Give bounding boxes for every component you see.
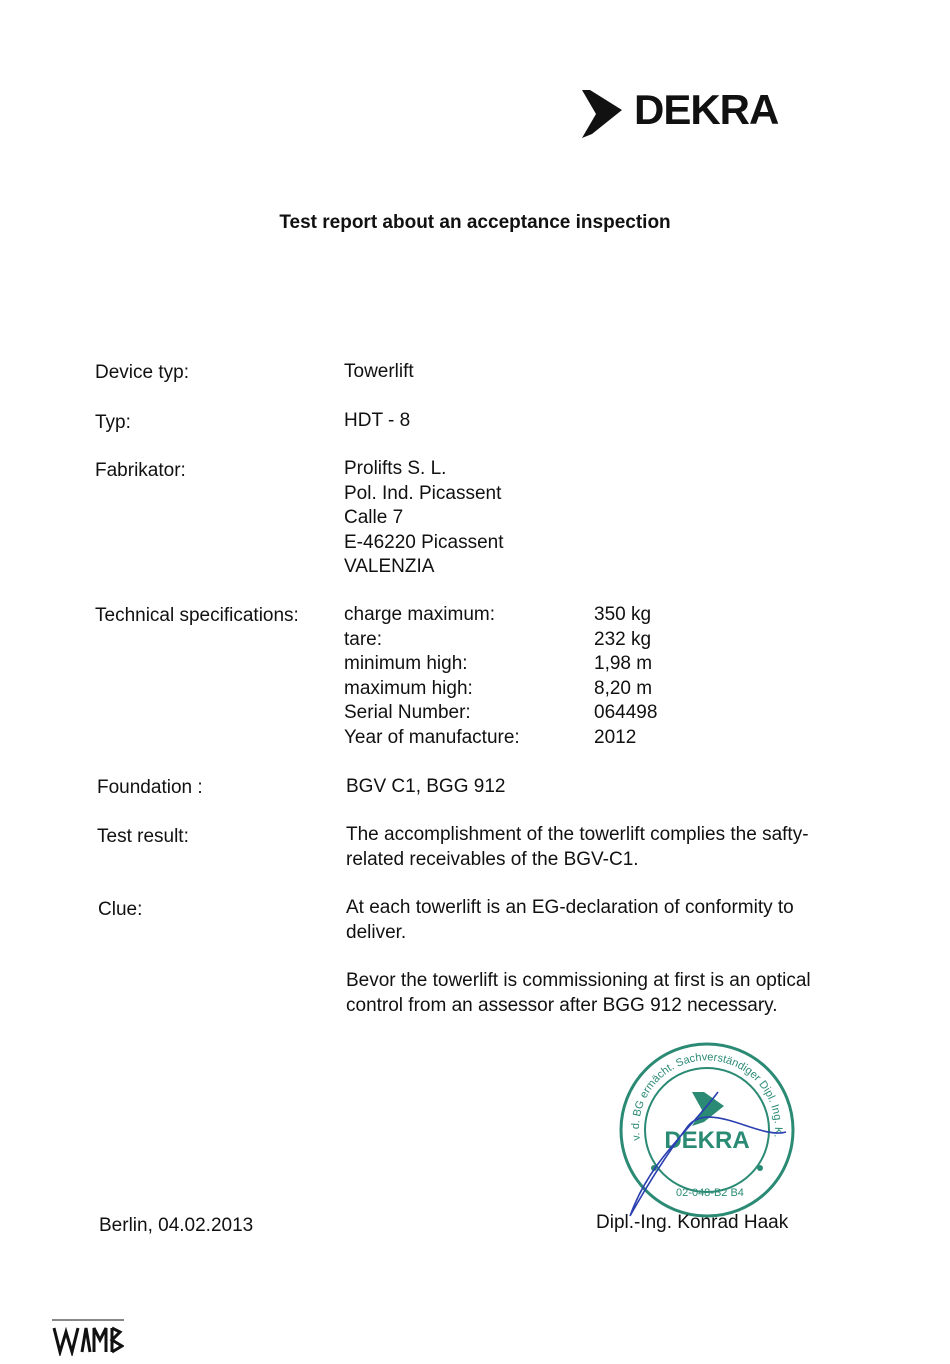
stamp-number: 02-048-B2 B4 (676, 1187, 744, 1199)
address-line: Pol. Ind. Picassent (344, 482, 502, 504)
test-result-label: Test result: (97, 826, 189, 847)
stamp-center-text: DEKRA (664, 1127, 750, 1154)
clue-paragraph-2 (346, 968, 876, 1018)
spec-value: 232 kg (594, 628, 652, 650)
logo-wordmark: DEKRA (634, 86, 779, 133)
stamp-seal-icon (610, 1030, 800, 1220)
spec-name: Year of manufacture: (344, 726, 520, 748)
stamp-ring-text: v. d. BG ermächt. Sachverständiger Dipl. Ing. K. (629, 1051, 785, 1142)
clue-label: Clue: (98, 899, 143, 920)
signatory-name: Dipl.-Ing. Konrad Haak (596, 1212, 789, 1233)
clue-line: Bevor the towerlift is commissioning at first is an optical (346, 970, 811, 991)
spec-name: Serial Number: (344, 702, 471, 723)
clue-line: At each towerlift is an EG-declaration of conformity to (346, 897, 794, 918)
spec-name: minimum high: (344, 653, 468, 674)
spec-value: 8,20 m (594, 677, 653, 699)
address-line: Calle 7 (344, 507, 404, 528)
address-line: VALENZIA (344, 556, 435, 577)
test-result-line: related receivables of the BGV-C1. (346, 849, 639, 870)
dekra-arrow-icon (578, 84, 632, 140)
accreditation-badge-icon (52, 1318, 124, 1356)
clue-line: control from an assessor after BGG 912 necessary. (346, 995, 778, 1016)
manufacturer-address (344, 457, 504, 580)
place-date: Berlin, 04.02.2013 (99, 1215, 254, 1236)
spec-value: 064498 (594, 702, 658, 723)
foundation-value: BGV C1, BGG 912 (346, 776, 506, 797)
technical-specifications-label: Technical specifications: (95, 605, 299, 626)
foundation-label: Foundation : (97, 777, 203, 798)
spec-names (344, 603, 520, 750)
clue-line: deliver. (346, 922, 407, 943)
manufacturer-label: Fabrikator: (95, 460, 186, 481)
test-result-line: The accomplishment of the towerlift complies the safty- (346, 824, 809, 845)
type-label: Typ: (95, 412, 131, 433)
official-stamp (610, 1030, 800, 1220)
spec-name: tare: (344, 628, 383, 650)
type-value: HDT - 8 (344, 410, 411, 431)
device-type-value: Towerlift (344, 361, 414, 382)
page-title: Test report about an acceptance inspection (279, 212, 671, 233)
address-line: Prolifts S. L. (344, 458, 447, 479)
svg-text:v. d. BG ermächt. Sachverständ (610, 1030, 784, 1142)
spec-value: 1,98 m (594, 653, 653, 674)
dekra-logo (578, 84, 778, 140)
spec-value: 2012 (594, 726, 637, 748)
spec-name: charge maximum: (344, 604, 495, 625)
test-result-text (346, 822, 876, 872)
spec-name: maximum high: (344, 677, 473, 699)
spec-value: 350 kg (594, 604, 652, 625)
clue-paragraph-1 (346, 895, 876, 945)
device-type-label: Device typ: (95, 362, 189, 383)
spec-values (594, 603, 657, 750)
address-line: E-46220 Picassent (344, 531, 504, 553)
